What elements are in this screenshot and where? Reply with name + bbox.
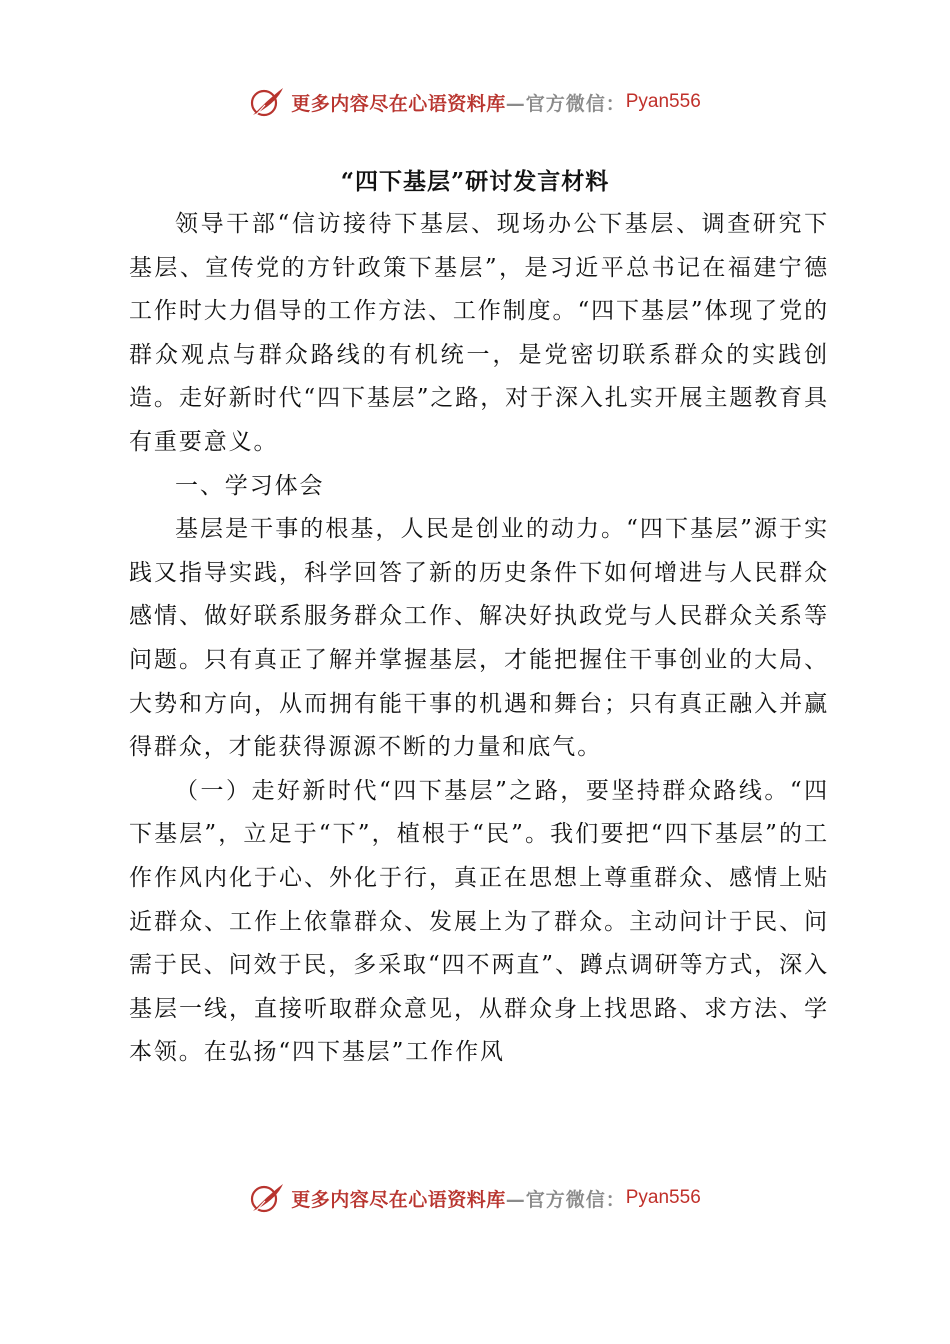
watermark-brand-text: 更多内容尽在心语资料库 (291, 92, 506, 115)
watermark-footer (0, 1178, 950, 1218)
watermark-wechat-label: —官方微信： (505, 1188, 626, 1211)
quill-pen-icon (249, 85, 287, 119)
paragraph-subsection-1: （一）走好新时代“四下基层”之路，要坚持群众路线。“四下基层”，立足于“下”，植根于“民”。我们要把“四下基层”的工作作风内化于心、外化于行，真正在思想上尊重群众、感情上贴近群众、工作上依靠群众、发展上为了群众。主动问计于民、问需于民、问效于民，多采取“四不两直”、蹲点调研等方式，深入基层一线，直接听取群众意见，从群众身上找思路、求方法、学本领。在弘扬“四下基层”工作作风 (129, 777, 829, 1066)
watermark-brand-text: 更多内容尽在心语资料库 (291, 1188, 506, 1211)
watermark-wechat-label: —官方微信： (505, 92, 626, 115)
section-heading: 一、学习体会 (175, 472, 325, 499)
quill-pen-icon (249, 1181, 287, 1215)
document-body (129, 203, 829, 1075)
paragraph-intro: 领导干部“信访接待下基层、现场办公下基层、调查研究下基层、宣传党的方针政策下基层”，是习近平总书记在福建宁德工作时大力倡导的工作方法、工作制度。“四下基层”体现了党的群众观点与群众路线的有机统一，是党密切联系群众的实践创造。走好新时代“四下基层”之路，对于深入扎实开展主题教育具有重要意义。 (129, 211, 829, 455)
paragraph-learning: 基层是干事的根基，人民是创业的动力。“四下基层”源于实践又指导实践，科学回答了新的历史条件下如何增进与人民群众感情、做好联系服务群众工作、解决好执政党与人民群众关系等问题。只有真正了解并掌握基层，才能把握住干事创业的大局、大势和方向，从而拥有能干事的机遇和舞台；只有真正融入并赢得群众，才能获得源源不断的力量和底气。 (129, 516, 829, 761)
watermark-header (0, 82, 950, 122)
watermark-wechat-id: Pyan556 (625, 91, 701, 112)
watermark-wechat-id: Pyan556 (625, 1187, 701, 1208)
document-title: “四下基层”研讨发言材料 (340, 168, 610, 195)
